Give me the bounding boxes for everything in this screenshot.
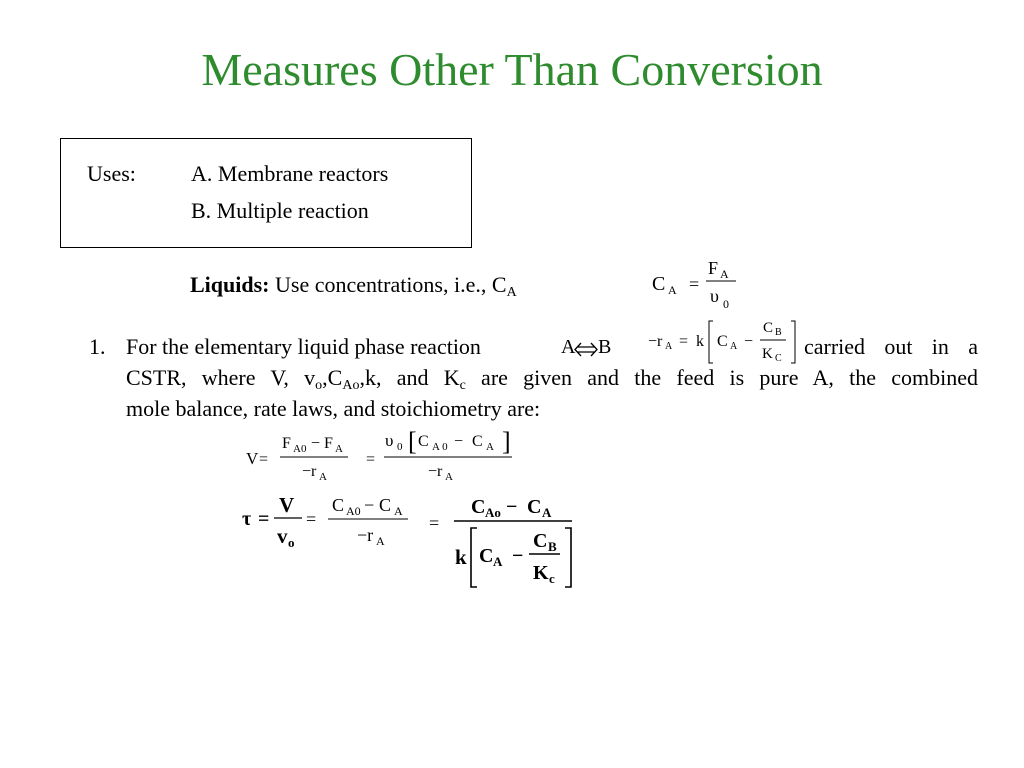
svg-text:A: A [730, 341, 738, 352]
svg-text:C: C [533, 530, 548, 552]
liquids-label: Liquids: [190, 272, 270, 297]
line-2-sub: Ao [342, 378, 360, 393]
problem-line-2 [126, 365, 978, 391]
svg-text:C: C [379, 495, 392, 515]
svg-text:c: c [549, 571, 555, 586]
svg-text:−: − [311, 435, 321, 452]
svg-text:υ: υ [385, 431, 394, 450]
svg-text:Ao: Ao [485, 505, 501, 520]
svg-text:A0: A0 [346, 504, 361, 518]
svg-text:A: A [394, 504, 403, 518]
svg-text:A: A [668, 283, 677, 297]
svg-text:K: K [533, 562, 549, 584]
svg-text:[: [ [408, 427, 417, 456]
svg-text:C: C [527, 496, 542, 518]
liquids-text: Use concentrations, i.e., C [275, 272, 507, 297]
svg-text:B: B [548, 539, 557, 554]
volume-equation [244, 426, 524, 486]
svg-text:A: A [493, 554, 503, 569]
liquids-subscript: A [506, 285, 517, 300]
svg-text:=: = [689, 274, 700, 294]
svg-text:A: A [561, 336, 576, 358]
svg-text:=: = [306, 509, 317, 529]
svg-text:A: A [720, 267, 729, 281]
line-2-part: ,k, and K [359, 365, 460, 390]
svg-text:τ: τ [242, 508, 252, 530]
svg-text:−r: −r [302, 463, 317, 480]
svg-text:0: 0 [723, 297, 729, 311]
svg-text:A: A [376, 534, 385, 548]
rate-law-equation [646, 316, 806, 368]
svg-text:−r: −r [428, 463, 443, 480]
svg-text:]: ] [502, 427, 511, 456]
svg-text:A: A [445, 471, 453, 483]
svg-text:F: F [282, 435, 291, 452]
svg-text:−: − [512, 545, 524, 567]
line-2-sub: c [459, 378, 466, 393]
uses-item-a: A. Membrane reactors [191, 161, 389, 186]
page-title: Measures Other Than Conversion [201, 44, 823, 95]
line-2-part: are given and the feed is pure A, the combined [465, 365, 978, 390]
svg-text:=: = [429, 513, 440, 533]
problem-number: 1. [89, 334, 106, 359]
uses-item-b: B. Multiple reaction [191, 198, 369, 223]
svg-text:o: o [288, 535, 295, 550]
line-2-sub: o [315, 378, 323, 393]
svg-text:−r: −r [648, 333, 663, 350]
svg-text:F: F [708, 258, 719, 278]
svg-text:A: A [319, 471, 327, 483]
reaction-equation [560, 334, 640, 364]
svg-text:A: A [542, 505, 552, 520]
svg-text:=: = [366, 451, 376, 468]
svg-text:V: V [246, 449, 259, 468]
svg-text:A0: A0 [293, 443, 307, 455]
svg-text:−r: −r [357, 525, 374, 545]
svg-text:F: F [324, 435, 333, 452]
svg-text:=: = [258, 508, 270, 530]
line-2-part: CSTR, where V, v [126, 365, 316, 390]
svg-text:=: = [259, 451, 269, 468]
svg-text:A: A [665, 341, 673, 352]
svg-text:C: C [479, 545, 494, 567]
svg-text:C: C [332, 495, 345, 515]
concentration-equation [648, 256, 748, 316]
svg-text:−: − [744, 333, 754, 350]
svg-text:C: C [717, 333, 728, 350]
problem-line-1: For the elementary liquid phase reaction [126, 334, 481, 359]
svg-text:B: B [598, 336, 612, 358]
svg-text:A: A [335, 443, 343, 455]
svg-text:C: C [472, 433, 483, 450]
problem-line-3: mole balance, rate laws, and stoichiometry are: [126, 396, 541, 421]
svg-text:−: − [364, 495, 375, 515]
svg-text:K: K [762, 346, 773, 362]
svg-text:k: k [696, 333, 704, 350]
svg-text:C: C [471, 496, 486, 518]
svg-text:=: = [679, 333, 689, 350]
svg-text:C: C [763, 320, 774, 336]
problem-line-1-end: carried out in a [804, 334, 978, 359]
svg-text:C: C [775, 353, 782, 364]
svg-text:v: v [277, 524, 288, 548]
line-2-part: ,C [322, 365, 343, 390]
svg-text:A: A [486, 441, 494, 453]
svg-text:A 0: A 0 [432, 441, 448, 453]
svg-text:υ: υ [710, 286, 719, 306]
svg-text:C: C [652, 273, 666, 295]
svg-text:−: − [454, 433, 464, 450]
svg-text:k: k [455, 545, 467, 569]
svg-text:B: B [775, 327, 782, 338]
space-time-equation [240, 490, 590, 598]
liquids-line [190, 272, 517, 298]
svg-text:V: V [279, 493, 295, 517]
svg-text:0: 0 [397, 441, 403, 453]
svg-text:−: − [506, 496, 518, 518]
svg-text:C: C [418, 433, 429, 450]
uses-box [60, 138, 472, 248]
uses-label: Uses: [87, 161, 136, 186]
